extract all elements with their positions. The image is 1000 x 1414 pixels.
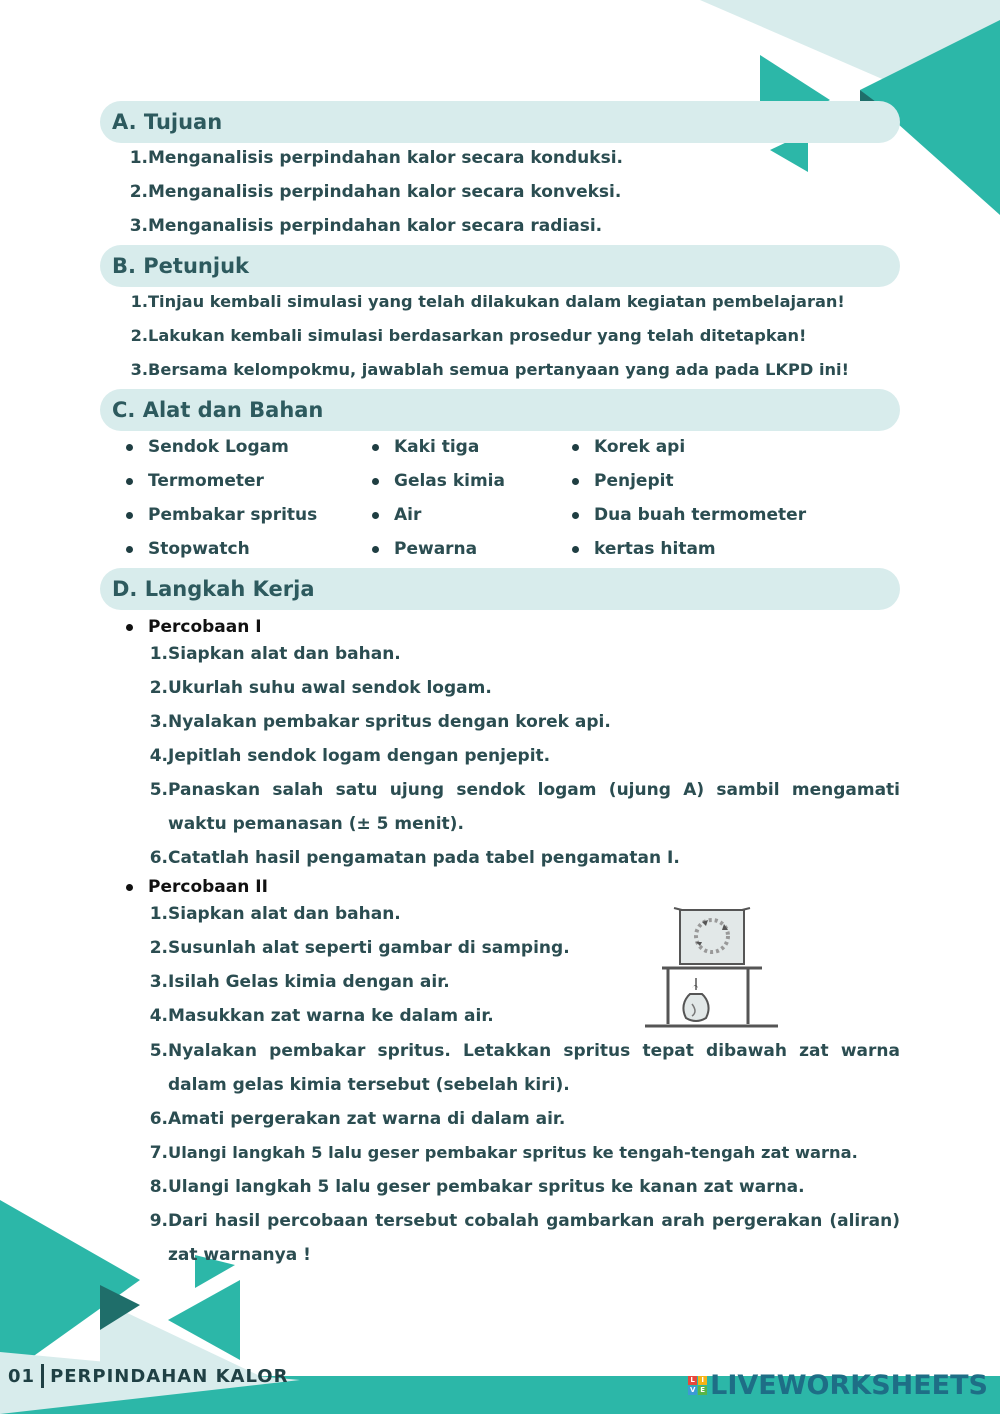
list-item: 9. Dari hasil percobaan tersebut cobalah gambarkan arah pergerakan (aliran) zat warnanya !: [149, 1211, 900, 1265]
list-item: 6. Amati pergerakan zat warna di dalam air.: [149, 1109, 566, 1129]
list-item: 6. Catatlah hasil pengamatan pada tabel pengamatan I.: [149, 848, 680, 868]
page-number: 01: [8, 1365, 36, 1387]
list-item: Air: [370, 498, 560, 532]
list-item: Kaki tiga: [370, 430, 560, 464]
list-item: 7. Ulangi langkah 5 lalu geser pembakar spritus ke tengah-tengah zat warna.: [149, 1143, 858, 1163]
section-header-petunjuk: [100, 245, 900, 287]
section-header-langkah-kerja: [100, 568, 900, 610]
list-item: 5. Panaskan salah satu ujung sendok logam (ujung A) sambil mengamati waktu pemanasan (± 5 menit).: [149, 780, 900, 834]
list-item: Pembakar spritus: [124, 498, 354, 532]
list-item: 3. Isilah Gelas kimia dengan air.: [149, 972, 450, 992]
brand-text: LIVEWORKSHEETS: [710, 1370, 988, 1401]
section-title-langkah-kerja: D. Langkah Kerja: [112, 577, 315, 601]
tujuan-list: [126, 141, 906, 243]
percobaan-2-steps-a: [146, 897, 626, 1033]
liveworksheets-brand[interactable]: [688, 1370, 988, 1401]
list-item: Penjepit: [570, 464, 870, 498]
percobaan-2-steps-b: [146, 1034, 900, 1272]
alat-bahan-column-1: [124, 430, 354, 566]
spirit-burner-icon: [683, 994, 708, 1021]
list-item: 2. Menganalisis perpindahan kalor secara konveksi.: [129, 182, 622, 202]
list-item: 3. Nyalakan pembakar spritus dengan korek api.: [149, 712, 611, 732]
section-title-petunjuk: B. Petunjuk: [112, 254, 249, 278]
liveworksheets-logo-icon: L I V E: [688, 1376, 707, 1395]
alat-bahan-column-2: [370, 430, 560, 566]
list-item: Termometer: [124, 464, 354, 498]
list-item: 1. Menganalisis perpindahan kalor secara konduksi.: [129, 148, 623, 168]
petunjuk-list: [126, 285, 906, 387]
list-item: kertas hitam: [570, 532, 870, 566]
list-item: 2. Susunlah alat seperti gambar di samping.: [149, 938, 570, 958]
list-item: 8. Ulangi langkah 5 lalu geser pembakar spritus ke kanan zat warna.: [149, 1177, 805, 1197]
footer-page-label: [8, 1364, 288, 1388]
list-item: 1. Tinjau kembali simulasi yang telah dilakukan dalam kegiatan pembelajaran!: [130, 292, 845, 311]
flame-icon: [692, 985, 698, 988]
percobaan-2-title: Percobaan II: [124, 874, 268, 900]
list-item: 5. Nyalakan pembakar spritus. Letakkan spritus tepat dibawah zat warna dalam gelas kimia tersebut (sebelah kiri).: [149, 1041, 900, 1095]
list-item: 4. Jepitlah sendok logam dengan penjepit.: [149, 746, 551, 766]
list-item: 3. Bersama kelompokmu, jawablah semua pertanyaan yang ada pada LKPD ini!: [130, 360, 849, 379]
list-item: 2. Lakukan kembali simulasi berdasarkan prosedur yang telah ditetapkan!: [130, 326, 807, 345]
list-item: Stopwatch: [124, 532, 354, 566]
convection-apparatus-illustration: [640, 902, 785, 1032]
list-item: 4. Masukkan zat warna ke dalam air.: [149, 1006, 494, 1026]
alat-bahan-column-3: [570, 430, 870, 566]
percobaan-1-title: Percobaan I: [124, 614, 262, 640]
footer-title: PERPINDAHAN KALOR: [50, 1365, 289, 1387]
percobaan-1-steps: [146, 637, 900, 875]
list-item: 2. Ukurlah suhu awal sendok logam.: [149, 678, 492, 698]
section-title-alat-bahan: C. Alat dan Bahan: [112, 398, 324, 422]
list-item: Gelas kimia: [370, 464, 560, 498]
section-title-tujuan: A. Tujuan: [112, 110, 223, 134]
list-item: Pewarna: [370, 532, 560, 566]
list-item: Korek api: [570, 430, 870, 464]
section-header-tujuan: [100, 101, 900, 143]
list-item: Sendok Logam: [124, 430, 354, 464]
list-item: 3. Menganalisis perpindahan kalor secara radiasi.: [129, 216, 603, 236]
list-item: Dua buah termometer: [570, 498, 870, 532]
section-header-alat-bahan: [100, 389, 900, 431]
footer-separator: [41, 1364, 44, 1388]
list-item: 1. Siapkan alat dan bahan.: [149, 644, 401, 664]
list-item: 1. Siapkan alat dan bahan.: [149, 904, 401, 924]
